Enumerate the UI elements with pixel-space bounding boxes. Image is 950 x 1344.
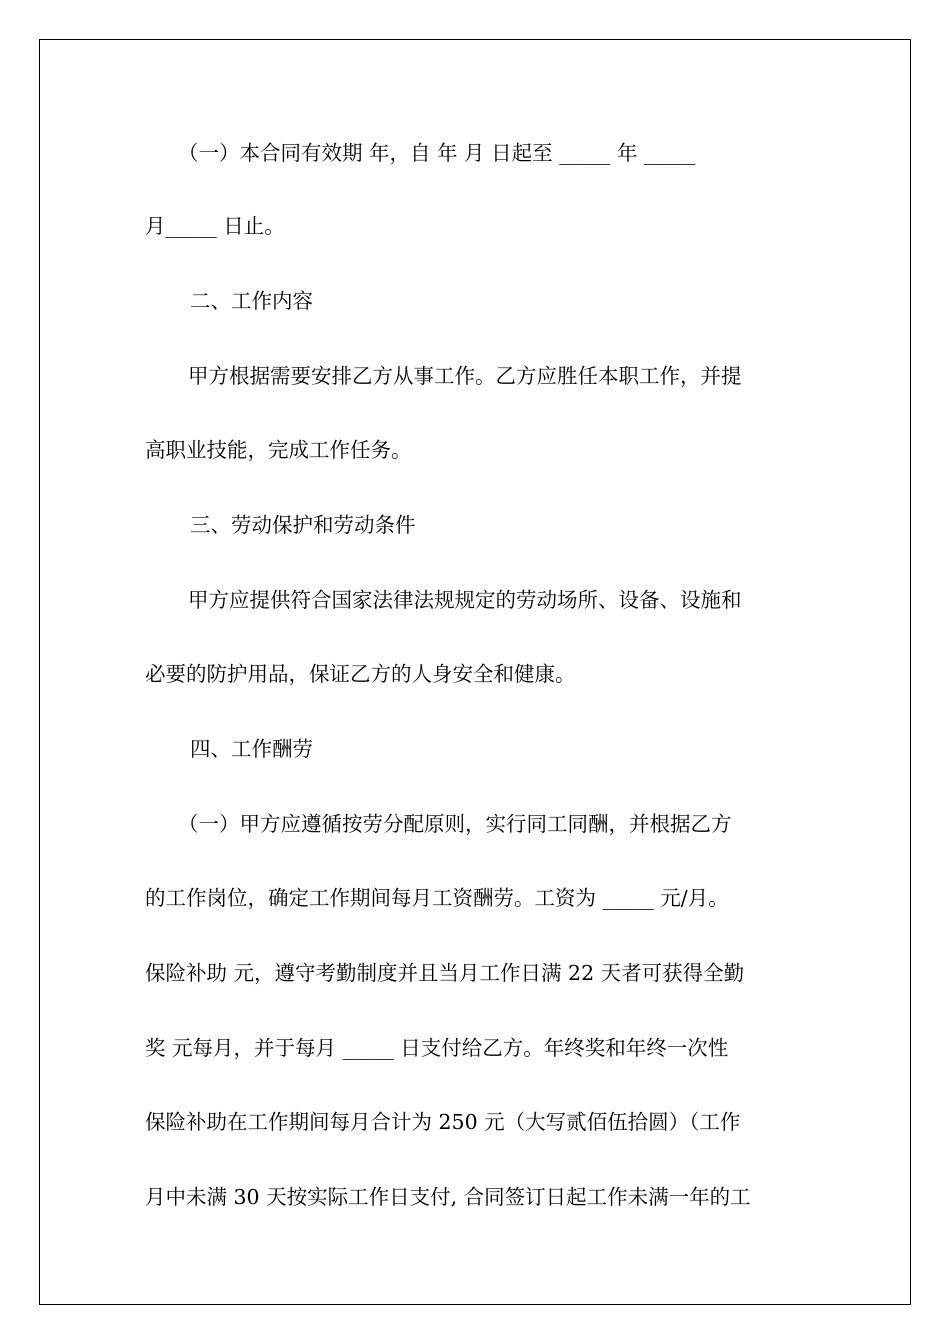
work-content-line-1: 甲方根据需要安排乙方从事工作。乙方应胜任本职工作，并提: [188, 364, 742, 388]
labor-protection-line-2: 必要的防护用品，保证乙方的人身安全和健康。: [145, 662, 576, 686]
remuneration-line-1: （一）甲方应遵循按劳分配原则，实行同工同酬，并根据乙方: [178, 812, 732, 836]
term-clause-line-2: 月_____ 日止。: [145, 214, 285, 238]
term-clause-line-1: （一）本合同有效期 年，自 年 月 日起至 _____ 年 _____: [178, 141, 696, 165]
labor-protection-line-1: 甲方应提供符合国家法律法规规定的劳动场所、设备、设施和: [188, 588, 742, 612]
remuneration-line-6: 月中未满 30 天按实际工作日支付, 合同签订日起工作未满一年的工: [145, 1185, 751, 1209]
section-heading-work-content: 二、工作内容: [190, 289, 313, 313]
remuneration-line-3: 保险补助 元，遵守考勤制度并且当月工作日满 22 天者可获得全勤: [145, 961, 745, 985]
remuneration-line-2: 的工作岗位，确定工作期间每月工资酬劳。工资为 _____ 元/月。: [145, 886, 729, 910]
work-content-line-2: 高职业技能，完成工作任务。: [145, 438, 412, 462]
remuneration-line-5: 保险补助在工作期间每月合计为 250 元（大写贰佰伍拾圆）（工作: [145, 1110, 741, 1134]
section-heading-labor-protection: 三、劳动保护和劳动条件: [190, 513, 416, 537]
section-heading-remuneration: 四、工作酬劳: [190, 737, 313, 761]
remuneration-line-4: 奖 元每月，并于每月 _____ 日支付给乙方。年终奖和年终一次性: [145, 1036, 729, 1060]
